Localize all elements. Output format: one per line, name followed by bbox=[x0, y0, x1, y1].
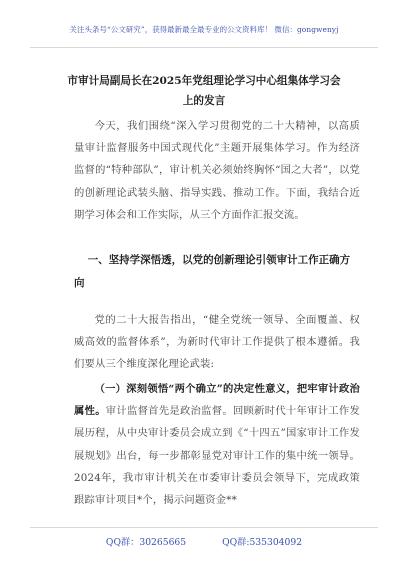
intro-paragraph: 今天，我们围绕“深入学习贯彻党的二十大精神，以高质量审计监督服务中国式现代化”主题开展集体学习。作为经济监督的“特种部队”，审计机关必须始终胸怀“国之大者”，以党的创新理论武装头脑、指导实践、推动工作。下面，我结合近期学习体会和工作实际，从三个方面作汇报交流。 bbox=[74, 120, 360, 221]
subsection-1-heading: （一）深刻领悟“两个确立”的决定性意义，把牢审计政治属性。 bbox=[74, 383, 360, 418]
subsection-1-body: 审计监督首先是政治监督。回顾新时代十年审计工作发展历程，从中央审计委员会成立到《“十四五”国家审计工作发展规划》出台，每一步都彰显党对审计工作的集中统一领导。2024年，我市审计机关在市委审计委员会领导下，完成政策跟踪审计项目*个，揭示问题资金** bbox=[74, 405, 360, 507]
document-title bbox=[40, 71, 368, 111]
section-1-paragraph: 党的二十大报告指出，“健全党统一领导、全面覆盖、权威高效的监督体系”，为新时代审计工作提供了根本遵循。我们要从三个维度深化理论武装: bbox=[74, 314, 360, 371]
promo-header: 关注头条号“公文研究”，获得最新最全最专业的公文资料库！ 微信：gongwenyj bbox=[69, 25, 339, 34]
qq-group-1: QQ群：30265665 bbox=[105, 537, 187, 548]
title-line-1: 市审计局副局长在2025年党组理论学习中心组集体学习会 bbox=[67, 75, 341, 87]
subsection-1-paragraph bbox=[74, 378, 360, 511]
header-divider bbox=[30, 47, 378, 48]
title-line-2: 上的发言 bbox=[182, 95, 226, 107]
footer bbox=[0, 534, 408, 548]
footer-divider bbox=[30, 527, 378, 528]
qq-group-2: QQ群:535304092 bbox=[222, 537, 303, 548]
section-1-heading: 一、坚持学深悟透，以党的创新理论引领审计工作正确方向 bbox=[74, 254, 351, 289]
